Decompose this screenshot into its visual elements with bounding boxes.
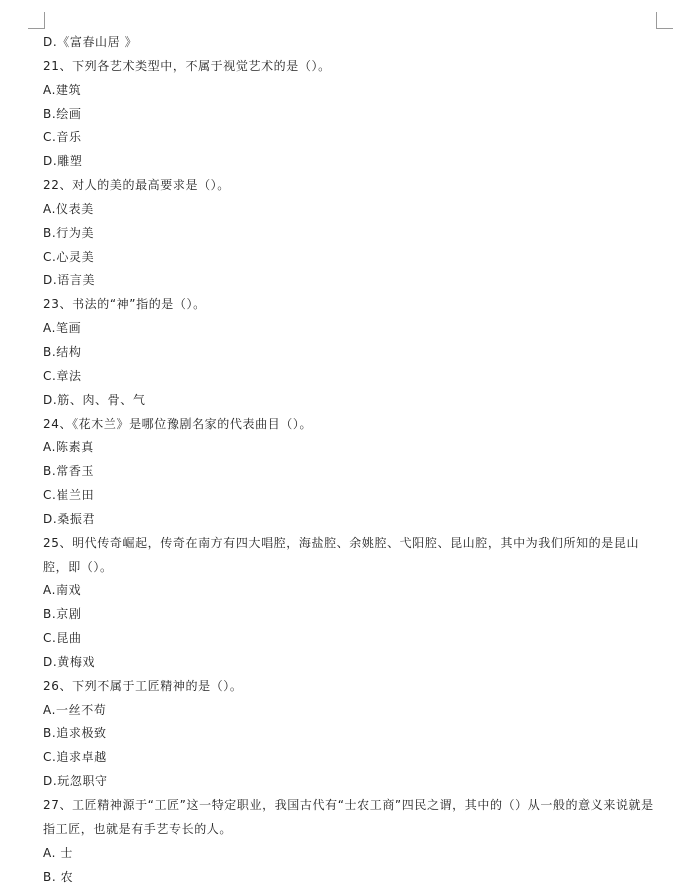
option-line: D.雕塑 [43, 154, 83, 169]
option-line: D.黄梅戏 [43, 654, 96, 669]
option-line: D.玩忽职守 [43, 774, 108, 789]
option-line: B.京剧 [43, 607, 82, 622]
option-line: A.笔画 [43, 321, 82, 336]
option-line: D.《富春山居 》 [43, 35, 138, 49]
option-line: B.结构 [43, 344, 82, 359]
option-line: C.章法 [43, 368, 82, 383]
option-line: B.绘画 [43, 106, 82, 121]
question-26: 26、下列不属于工匠精神的是（）。 [43, 678, 243, 693]
option-line: D.语言美 [43, 273, 96, 288]
page-corner-mark-top-right [656, 12, 673, 29]
option-line: A.仪表美 [43, 201, 94, 216]
option-line: A. 士 [43, 845, 74, 860]
question-27: 27、工匠精神源于“工匠”这一特定职业，我国古代有“士农工商”四民之谓，其中的（）从一般的意义来说就是指工匠，也就是有手艺专长的人。 [43, 798, 654, 836]
option-line: C.崔兰田 [43, 488, 95, 503]
option-line: A.建筑 [43, 82, 82, 97]
option-line: B.行为美 [43, 225, 95, 240]
option-line: D.桑振君 [43, 511, 96, 526]
question-21: 21、下列各艺术类型中，不属于视觉艺术的是（）。 [43, 58, 331, 73]
option-line: C.心灵美 [43, 249, 95, 264]
option-line: C.追求卓越 [43, 750, 107, 765]
page-corner-mark-top-left [28, 12, 45, 29]
option-line: D.筋、肉、骨、气 [43, 392, 146, 407]
option-line: C.音乐 [43, 130, 82, 145]
option-line: A.陈素真 [43, 440, 94, 455]
option-line: A.南戏 [43, 583, 82, 598]
question-23: 23、书法的“神”指的是（）。 [43, 297, 206, 312]
question-22: 22、对人的美的最高要求是（）。 [43, 178, 230, 193]
option-line: B.追求极致 [43, 726, 107, 741]
question-25: 25、明代传奇崛起，传奇在南方有四大唱腔，海盐腔、余姚腔、弋阳腔、昆山腔，其中为我们所知的是昆山腔，即（）。 [43, 535, 640, 574]
option-line: B.常香玉 [43, 464, 95, 479]
question-24: 24、《花木兰》是哪位豫剧名家的代表曲目（）。 [43, 416, 313, 431]
option-line: B. 农 [43, 869, 74, 884]
option-line: C.昆曲 [43, 631, 82, 646]
option-line: A.一丝不苟 [43, 702, 107, 717]
document-body [43, 31, 658, 889]
